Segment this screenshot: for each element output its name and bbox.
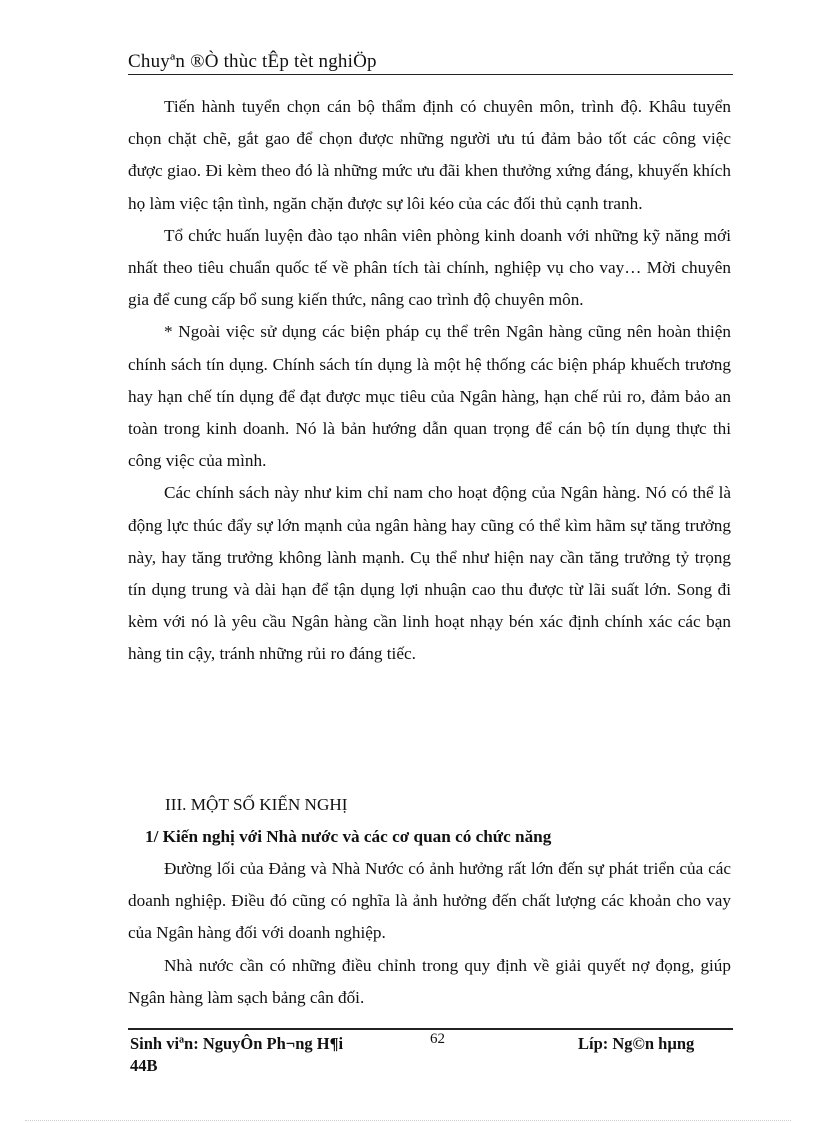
paragraph: Các chính sách này như kim chỉ nam cho hoạt động của Ngân hàng. Nó có thể là động lực thúc đẩy sự lớn mạnh của ngân hàng hay cũng có thể kìm hãm sự tăng trưởng này, hay tăng trưởng không lành mạnh. Cụ thể như hiện nay cần tăng trưởng tỷ trọng tín dụng trung và dài hạn để tận dụng lợi nhuận cao thu được từ lãi suất lớn. Song đi kèm với nó là yêu cầu Ngân hàng cần linh hoạt nhạy bén xác định chính xác các bạn hàng tin cậy, tránh những rủi ro đáng tiếc. [128,483,731,664]
paragraph: * Ngoài việc sử dụng các biện pháp cụ thể trên Ngân hàng cũng nên hoàn thiện chính sách tín dụng. Chính sách tín dụng là một hệ thống các biện pháp khuếch trương hay hạn chế tín dụng để đạt được mục tiêu của Ngân hàng, hạn chế rủi ro, đảm bảo an toàn trong kinh doanh. Nó là bản hướng dẫn quan trọng để cán bộ tín dụng thực thi công việc của mình. [128,322,731,471]
body-text-top [128,91,731,671]
paragraph: Tổ chức huấn luyện đào tạo nhân viên phòng kinh doanh với những kỹ năng mới nhất theo tiêu chuẩn quốc tế về phân tích tài chính, nghiệp vụ cho vay… Mời chuyên gia để cung cấp bổ sung kiến thức, nâng cao trình độ chuyên môn. [128,225,731,310]
page-header [128,50,733,75]
page-edge-divider [25,1120,791,1121]
page-number: 62 [430,1031,445,1047]
footer-class: Líp: Ng©n hµng [578,1034,695,1053]
footer-class-continued: 44B [130,1056,158,1075]
paragraph: Đường lối của Đảng và Nhà Nước có ảnh hưởng rất lớn đến sự phát triển của các doanh nghiệp. Điều đó cũng có nghĩa là ảnh hưởng đến chất lượng các khoản cho vay của Ngân hàng đối với doanh nghiệp. [128,859,731,943]
body-text-bottom [128,853,731,1014]
header-title: Chuyªn ®Ò thùc tÊp tèt nghiÖp [128,51,377,72]
paragraph: Nhà nước cần có những điều chỉnh trong quy định về giải quyết nợ đọng, giúp Ngân hàng làm sạch bảng cân đối. [128,955,731,1007]
footer-student-name: Sinh viªn: NguyÔn Ph¬ng H¶i [130,1034,344,1053]
section-heading: III. MỘT SỐ KIẾN NGHỊ [165,795,348,814]
paragraph: Tiến hành tuyển chọn cán bộ thẩm định có chuyên môn, trình độ. Khâu tuyển chọn chặt chẽ, gắt gao để chọn được những người ưu tú đảm bảo tốt các công việc được giao. Đi kèm theo đó là những mức ưu đãi khen thưởng xứng đáng, khuyến khích họ làm việc tận tình, ngăn chặn được sự lôi kéo của các đối thủ cạnh tranh. [128,97,731,213]
sub-heading: 1/ Kiến nghị với Nhà nước và các cơ quan có chức năng [145,827,552,846]
